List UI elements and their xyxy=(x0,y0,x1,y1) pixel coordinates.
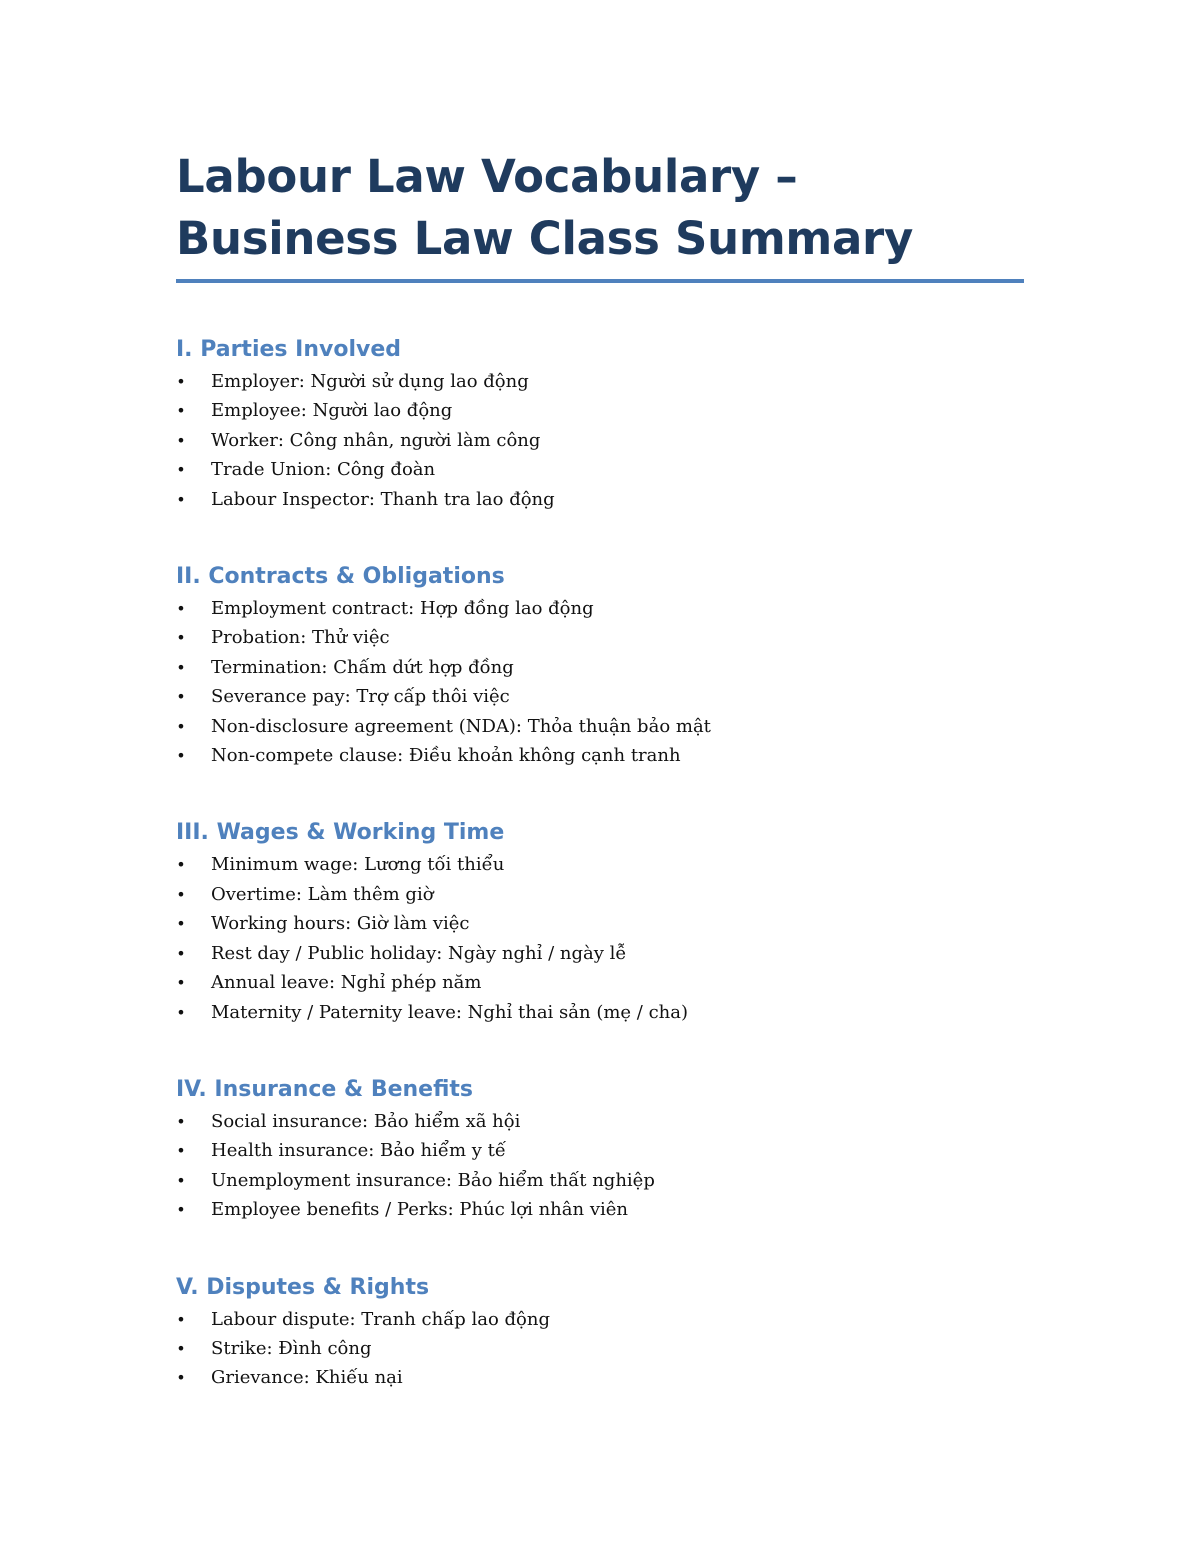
term-text: Minimum wage: Lương tối thiểu xyxy=(211,854,505,876)
term-text: Rest day / Public holiday: Ngày nghỉ / ngày lễ xyxy=(211,942,627,964)
list-item xyxy=(176,653,1024,682)
section-heading: IV. Insurance & Benefits xyxy=(176,1076,474,1102)
list-item xyxy=(176,1363,1024,1392)
term-text: Probation: Thử việc xyxy=(211,627,390,649)
bullet-icon: • xyxy=(176,1111,186,1131)
bullet-icon: • xyxy=(176,687,186,707)
list-item xyxy=(176,367,1024,396)
list-item xyxy=(176,741,1024,770)
bullet-icon: • xyxy=(176,1141,186,1161)
bullet-icon: • xyxy=(176,1368,186,1388)
bullet-icon: • xyxy=(176,914,186,934)
bullet-icon: • xyxy=(176,1200,186,1220)
list-item xyxy=(176,396,1024,425)
term-list xyxy=(176,1107,1024,1225)
list-item xyxy=(176,426,1024,455)
title-underline-divider xyxy=(176,279,1024,283)
vocabulary-section-4 xyxy=(176,1075,1024,1225)
list-item xyxy=(176,594,1024,623)
section-heading: V. Disputes & Rights xyxy=(176,1274,430,1300)
list-item xyxy=(176,909,1024,938)
term-list xyxy=(176,367,1024,514)
sections-container xyxy=(176,335,1024,1393)
term-text: Labour Inspector: Thanh tra lao động xyxy=(211,488,555,510)
term-text: Maternity / Paternity leave: Nghỉ thai sản (mẹ / cha) xyxy=(211,1001,688,1023)
term-text: Annual leave: Nghỉ phép năm xyxy=(211,972,482,994)
list-item xyxy=(176,682,1024,711)
list-item xyxy=(176,623,1024,652)
section-heading: II. Contracts & Obligations xyxy=(176,564,505,590)
vocabulary-section-1 xyxy=(176,335,1024,514)
list-item xyxy=(176,1305,1024,1334)
bullet-icon: • xyxy=(176,460,186,480)
term-text: Health insurance: Bảo hiểm y tế xyxy=(211,1140,506,1162)
list-item xyxy=(176,1195,1024,1224)
term-text: Overtime: Làm thêm giờ xyxy=(211,883,434,905)
list-item xyxy=(176,939,1024,968)
section-heading: I. Parties Involved xyxy=(176,337,402,362)
term-text: Worker: Công nhân, người làm công xyxy=(211,429,541,451)
term-list xyxy=(176,1305,1024,1393)
list-item xyxy=(176,1107,1024,1136)
bullet-icon: • xyxy=(176,716,186,736)
list-item xyxy=(176,485,1024,514)
section-heading: III. Wages & Working Time xyxy=(176,820,505,846)
page-title: Labour Law Vocabulary – Business Law Class Summary xyxy=(176,150,913,265)
bullet-icon: • xyxy=(176,1338,186,1358)
list-item xyxy=(176,968,1024,997)
term-list xyxy=(176,594,1024,770)
vocabulary-section-3 xyxy=(176,818,1024,1026)
term-text: Social insurance: Bảo hiểm xã hội xyxy=(211,1110,521,1132)
bullet-icon: • xyxy=(176,628,186,648)
bullet-icon: • xyxy=(176,884,186,904)
list-item xyxy=(176,880,1024,909)
bullet-icon: • xyxy=(176,489,186,509)
term-text: Labour dispute: Tranh chấp lao động xyxy=(211,1308,550,1330)
list-item xyxy=(176,1334,1024,1363)
bullet-icon: • xyxy=(176,1309,186,1329)
bullet-icon: • xyxy=(176,1170,186,1190)
document-body xyxy=(176,146,1024,1393)
term-text: Strike: Đình công xyxy=(211,1337,372,1359)
bullet-icon: • xyxy=(176,599,186,619)
term-text: Severance pay: Trợ cấp thôi việc xyxy=(211,686,510,708)
list-item xyxy=(176,998,1024,1027)
bullet-icon: • xyxy=(176,401,186,421)
list-item xyxy=(176,850,1024,879)
bullet-icon: • xyxy=(176,855,186,875)
vocabulary-section-2 xyxy=(176,562,1024,770)
bullet-icon: • xyxy=(176,943,186,963)
term-text: Employment contract: Hợp đồng lao động xyxy=(211,598,594,620)
bullet-icon: • xyxy=(176,746,186,766)
list-item xyxy=(176,1166,1024,1195)
bullet-icon: • xyxy=(176,372,186,391)
bullet-icon: • xyxy=(176,973,186,993)
term-text: Employee benefits / Perks: Phúc lợi nhân viên xyxy=(211,1199,628,1221)
term-text: Employee: Người lao động xyxy=(211,400,453,422)
list-item xyxy=(176,1136,1024,1165)
term-text: Working hours: Giờ làm việc xyxy=(211,913,470,935)
term-text: Termination: Chấm dứt hợp đồng xyxy=(211,656,514,678)
list-item xyxy=(176,712,1024,741)
bullet-icon: • xyxy=(176,430,186,450)
term-text: Trade Union: Công đoàn xyxy=(211,459,436,481)
term-text: Grievance: Khiếu nại xyxy=(211,1367,403,1389)
term-text: Non-disclosure agreement (NDA): Thỏa thuận bảo mật xyxy=(211,715,711,737)
list-item xyxy=(176,455,1024,484)
term-text: Unemployment insurance: Bảo hiểm thất nghiệp xyxy=(211,1169,655,1191)
term-list xyxy=(176,850,1024,1026)
term-text: Non-compete clause: Điều khoản không cạnh tranh xyxy=(211,745,681,767)
term-text: Employer: Người sử dụng lao động xyxy=(211,371,529,392)
bullet-icon: • xyxy=(176,1002,186,1022)
bullet-icon: • xyxy=(176,657,186,677)
vocabulary-section-5 xyxy=(176,1273,1024,1393)
